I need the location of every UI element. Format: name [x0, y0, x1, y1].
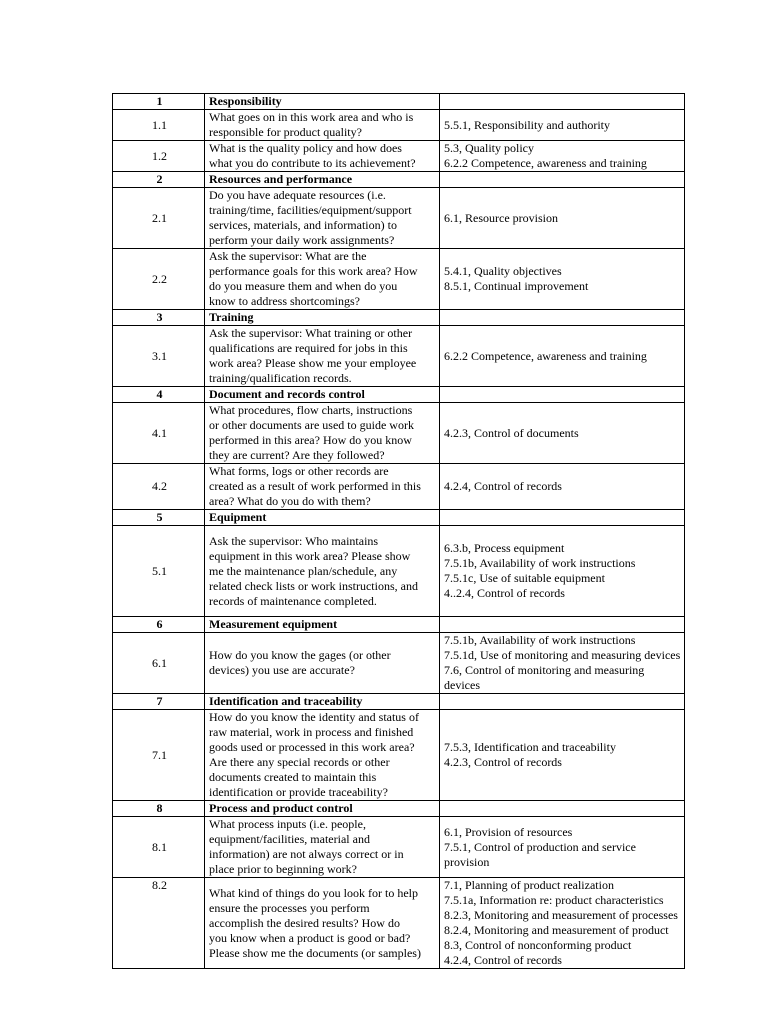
question-row	[113, 633, 685, 694]
question-number: 5.1	[113, 526, 205, 617]
iso-clause-reference: 6.3.b, Process equipment 7.5.1b, Availability of work instructions 7.5.1c, Use of suitable equipment 4..2.4, Control of records	[440, 526, 685, 617]
question-row	[113, 188, 685, 249]
iso-clause-reference: 4.2.3, Control of documents	[440, 403, 685, 464]
section-title: Document and records control	[205, 387, 440, 403]
iso-clause-reference	[440, 387, 685, 403]
question-row	[113, 141, 685, 172]
question-row	[113, 817, 685, 878]
question-row	[113, 464, 685, 510]
section-row	[113, 510, 685, 526]
section-title: Process and product control	[205, 801, 440, 817]
question-number: 8.2	[113, 878, 205, 969]
question-text: What forms, logs or other records are created as a result of work performed in this area? What do you do with them?	[205, 464, 440, 510]
iso-clause-reference: 5.4.1, Quality objectives 8.5.1, Continual improvement	[440, 249, 685, 310]
audit-checklist-body	[113, 94, 685, 969]
question-number: 4.1	[113, 403, 205, 464]
section-row	[113, 801, 685, 817]
section-row	[113, 694, 685, 710]
iso-clause-reference: 5.3, Quality policy 6.2.2 Competence, awareness and training	[440, 141, 685, 172]
iso-clause-reference: 6.1, Resource provision	[440, 188, 685, 249]
section-title: Measurement equipment	[205, 617, 440, 633]
question-text: Ask the supervisor: Who maintains equipment in this work area? Please show me the maintenance plan/schedule, any related check lists or work instructions, and records of maintenance completed.	[205, 526, 440, 617]
iso-clause-reference	[440, 172, 685, 188]
section-title: Training	[205, 310, 440, 326]
question-row	[113, 326, 685, 387]
section-number: 2	[113, 172, 205, 188]
iso-clause-reference: 4.2.4, Control of records	[440, 464, 685, 510]
iso-clause-reference	[440, 310, 685, 326]
iso-clause-reference: 7.1, Planning of product realization 7.5.1a, Information re: product characteristics 8.2.3, Monitoring and measurement of processes 8.2.4, Monitoring and measurement of product 8.3, Control of nonconforming product 4.2.4, Control of records	[440, 878, 685, 969]
question-number: 4.2	[113, 464, 205, 510]
section-number: 8	[113, 801, 205, 817]
question-text: Do you have adequate resources (i.e. training/time, facilities/equipment/support services, materials, and information) to perform your daily work assignments?	[205, 188, 440, 249]
section-number: 6	[113, 617, 205, 633]
question-text: Ask the supervisor: What are the performance goals for this work area? How do you measure them and when do you know to address shortcomings?	[205, 249, 440, 310]
question-number: 8.1	[113, 817, 205, 878]
question-row	[113, 110, 685, 141]
question-number: 1.1	[113, 110, 205, 141]
question-text: What goes on in this work area and who is responsible for product quality?	[205, 110, 440, 141]
iso-clause-reference: 5.5.1, Responsibility and authority	[440, 110, 685, 141]
question-text: What kind of things do you look for to help ensure the processes you perform accomplish the desired results? How do you know when a product is good or bad? Please show me the documents (or samples)	[205, 878, 440, 969]
question-text: What is the quality policy and how does what you do contribute to its achievement?	[205, 141, 440, 172]
question-number: 7.1	[113, 710, 205, 801]
question-text: What process inputs (i.e. people, equipment/facilities, material and information) are not always correct or in place prior to beginning work?	[205, 817, 440, 878]
question-text: How do you know the gages (or other devices) you use are accurate?	[205, 633, 440, 694]
section-number: 3	[113, 310, 205, 326]
section-number: 7	[113, 694, 205, 710]
iso-clause-reference	[440, 94, 685, 110]
iso-clause-reference	[440, 510, 685, 526]
iso-clause-reference	[440, 617, 685, 633]
section-row	[113, 617, 685, 633]
iso-clause-reference: 6.2.2 Competence, awareness and training	[440, 326, 685, 387]
section-number: 5	[113, 510, 205, 526]
question-row	[113, 710, 685, 801]
section-title: Equipment	[205, 510, 440, 526]
iso-clause-reference	[440, 801, 685, 817]
question-row	[113, 878, 685, 969]
question-row	[113, 403, 685, 464]
question-number: 1.2	[113, 141, 205, 172]
iso-clause-reference	[440, 694, 685, 710]
audit-checklist-table	[112, 93, 685, 969]
question-row	[113, 249, 685, 310]
section-row	[113, 310, 685, 326]
question-text: What procedures, flow charts, instructions or other documents are used to guide work performed in this area? How do you know they are current? Are they followed?	[205, 403, 440, 464]
question-number: 3.1	[113, 326, 205, 387]
question-row	[113, 526, 685, 617]
section-title: Identification and traceability	[205, 694, 440, 710]
question-number: 2.1	[113, 188, 205, 249]
iso-clause-reference: 6.1, Provision of resources 7.5.1, Control of production and service provision	[440, 817, 685, 878]
section-row	[113, 172, 685, 188]
question-number: 2.2	[113, 249, 205, 310]
section-row	[113, 387, 685, 403]
section-title: Resources and performance	[205, 172, 440, 188]
question-text: How do you know the identity and status of raw material, work in process and finished goods used or processed in this work area? Are there any special records or other documents created to maintain this identification or provide traceability?	[205, 710, 440, 801]
iso-clause-reference: 7.5.1b, Availability of work instructions 7.5.1d, Use of monitoring and measuring devices 7.6, Control of monitoring and measuring devices	[440, 633, 685, 694]
section-number: 4	[113, 387, 205, 403]
iso-clause-reference: 7.5.3, Identification and traceability 4.2.3, Control of records	[440, 710, 685, 801]
question-number: 6.1	[113, 633, 205, 694]
question-text: Ask the supervisor: What training or other qualifications are required for jobs in this work area? Please show me your employee training/qualification records.	[205, 326, 440, 387]
section-title: Responsibility	[205, 94, 440, 110]
section-row	[113, 94, 685, 110]
section-number: 1	[113, 94, 205, 110]
